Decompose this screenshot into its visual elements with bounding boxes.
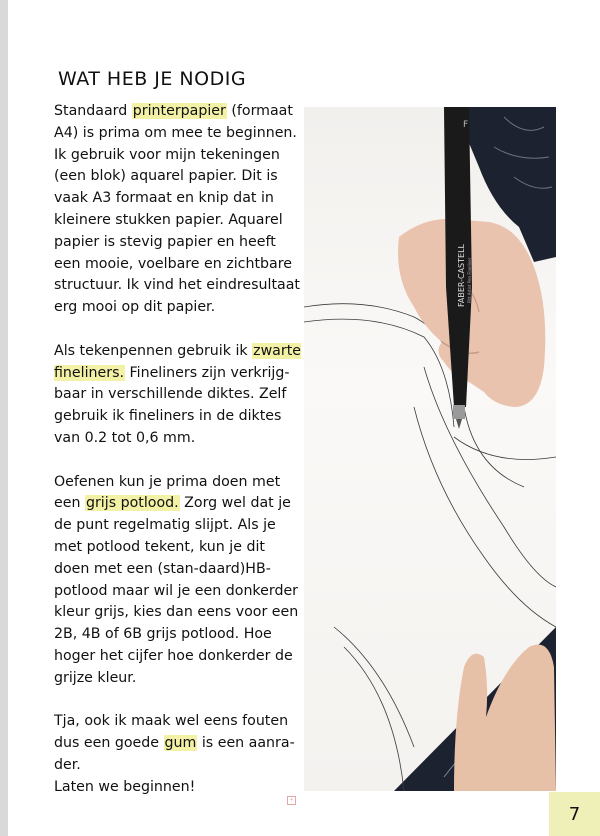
highlight-zwarte-fineliners: zwarte fineliners.: [54, 342, 301, 381]
pen-model-label: Pitt Artist Pen Fineliner: [467, 257, 472, 303]
paragraph-pens: Als tekenpennen gebruik ik zwarte fineliners. Fineliners zijn verkrijg-baar in verschillende diktes. Zelf gebruik ik fineliners in de diktes van 0.2 tot 0,6 mm.: [54, 342, 301, 446]
drawing-hand-photo: [304, 107, 556, 791]
paragraph-paper: Standaard printerpapier (formaat A4) is prima om mee te beginnen. Ik gebruik voor mijn tekeningen (een blok) aquarel papier. Dit is vaak A3 formaat en knip dat in kleinere stukken papier. Aquarel papier is stevig papier en heeft een mooie, voelbare en zichtbare structuur. Ik vind het eindresultaat erg mooi op dit papier.: [54, 103, 300, 316]
second-hand: [454, 645, 556, 792]
highlight-gum: gum: [164, 735, 197, 752]
paragraph-pencil: Oefenen kun je prima doen met een grijs potlood. Zorg wel dat je de punt regelmatig slijpt. Als je met potlood tekent, kun je dit doen met een (stan-daard)HB-potlood maar wil je een donkerder kleur grijs, kies dan eens voor een 2B, 4B of 6B grijs potlood. Hoe hoger het cijfer hoe donkerder de grijze kleur.: [54, 473, 299, 686]
closing-line: Laten we beginnen!: [54, 778, 196, 795]
pen-cap-letter: F: [463, 120, 469, 130]
document-page: [8, 0, 600, 836]
highlight-printerpapier: printerpapier: [132, 103, 226, 119]
highlight-grijs-potlood: grijs potlood.: [85, 495, 179, 512]
body-text: [54, 101, 304, 820]
page-number: 7: [549, 792, 600, 836]
pen-brand-label: FABER-CASTELL: [457, 244, 466, 307]
paragraph-eraser: Tja, ook ik maak wel eens fouten dus een goede gum is een aanra-der. Laten we beginnen!: [54, 713, 295, 795]
small-marker-icon: +: [287, 796, 296, 805]
page-title: WAT HEB JE NODIG: [58, 67, 247, 90]
hand: [398, 219, 545, 407]
